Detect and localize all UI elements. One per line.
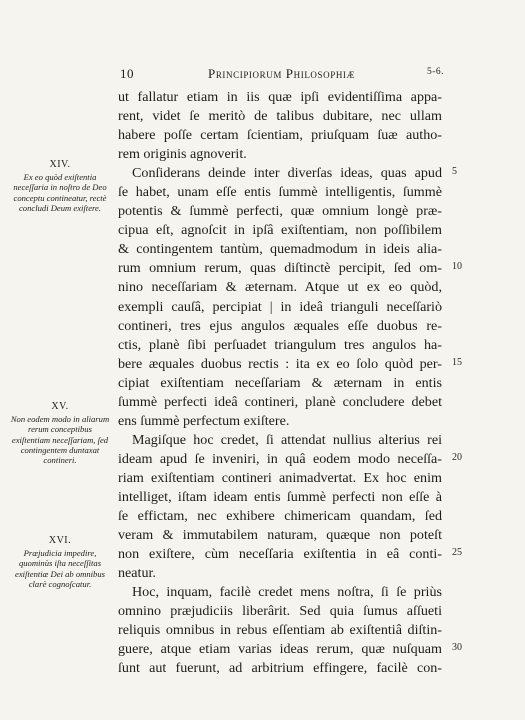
margin-note-xvi [10,536,110,589]
line-number: 20 [452,452,462,463]
margin-note-number: XVI. [48,535,72,546]
text-line: contineri, tres ejus angulos æquales eſſe duobus re- [118,317,442,334]
margin-note-text: Non eodem modo in aliarum rerum conceptibus exiſtentiam neceſſariam, ſed contingentem duntaxat contineri. [10,414,110,466]
text-line: ens ſummè perfectum exiſtere. [118,412,290,429]
page-number: 10 [120,66,134,81]
line-number: 5 [452,166,457,177]
text-line: bere æquales duobus rectis : ita ex eo ſolo quòd per- [118,355,442,372]
text-line: ſe habet, unam eſſe entis ſummè intelligentis, ſummè [118,184,442,201]
running-header [118,66,444,84]
text-line: & contingentem tantùm, quemadmodum in ideis alia- [118,241,442,258]
line-number: 15 [452,357,462,368]
text-line: Conſiderans deinde inter diverſas ideas, quas apud [132,165,442,182]
text-line: rem originis agnoverit. [118,146,247,163]
text-line: ut fallatur etiam in iis quæ ipſi evidentiſſima appa- [118,89,442,105]
text-line: cipua eſt, agnoſcit in ipſâ exiſtentiam, non poſſibilem [118,222,442,239]
text-line: exempli cauſâ, percipiat | in ideâ trianguli neceſſariò [118,298,442,315]
margin-note-text: Præjudicia impedire, quominùs iſta neceſſitas exiſtentiæ Dei ab omnibus clarè cognoſcatur. [15,548,105,589]
text-line: neatur. [118,565,156,582]
text-line: reliquis omnibus in rebus eſſentiam ab exiſtentiâ diſtin- [118,622,442,639]
section-reference: 5-6. [426,67,444,77]
margin-note-xiv [10,160,110,213]
text-line: potentis & ſummè perfecti, quæ omnium longè præ- [118,203,442,220]
main-text-block [118,88,442,678]
text-line: rent, videt ſe meritò de talibus dubitare, nec ullam [118,108,442,125]
running-title: Principiorum Philosophiæ [208,66,356,81]
text-line: ſunt aut fuerunt, ad arbitrium effingere, facilè con- [118,660,442,677]
text-line: veram & immutabilem naturam, quæque non poteſt [118,527,442,544]
margin-note-number: XV. [51,401,69,412]
text-line: cipiat exiſtentiam neceſſariam & æternam in entis [118,374,442,391]
text-line: habere poſſe certam ſcientiam, priuſquam ſuæ autho- [118,127,442,144]
text-line: ſummè perfecti ideâ contineri, planè concludere debet [118,393,442,410]
margin-note-xv [10,402,110,465]
margin-note-text: Ex eo quòd exiſtentia neceſſaria in noſtro de Deo conceptu contineatur, rectè concludi Deum exiſtere. [13,172,107,213]
text-line: nino neceſſariam & æternam. Atque ut ex eo quòd, [118,279,442,296]
line-number: 10 [452,261,462,272]
text-line: ctis, planè ſibi perſuadet triangulum tres angulos ha- [118,336,442,353]
line-number: 25 [452,547,462,558]
text-line: omnino præjudiciis liberârit. Sed quia ſumus aſſueti [118,603,442,620]
text-line: guere, atque etiam varias ideas rerum, quæ nuſquam [118,641,442,658]
margin-note-number: XIV. [49,159,71,170]
text-line: ſe effictam, nec exhibere chimericam quandam, ſed [118,508,442,525]
text-line: riam exiſtentiam contineri animadvertat. Ex hoc enim [118,469,442,486]
text-line: ideam apud ſe inveniri, in quâ eodem modo neceſſa- [118,450,442,467]
text-line: non exiſtere, cùm neceſſaria exiſtentia in eâ conti- [118,546,442,563]
line-number: 30 [452,642,462,653]
text-line: Hoc, inquam, facilè credet mens noſtra, ſi ſe priùs [132,584,442,601]
text-line: intelliget, iſtam ideam entis ſummè perfecti non eſſe à [118,488,442,505]
text-line: rum omnium rerum, quas diſtinctè percipit, ſed om- [118,260,442,277]
text-line: Magiſque hoc credet, ſi attendat nullius alterius rei [132,431,442,448]
